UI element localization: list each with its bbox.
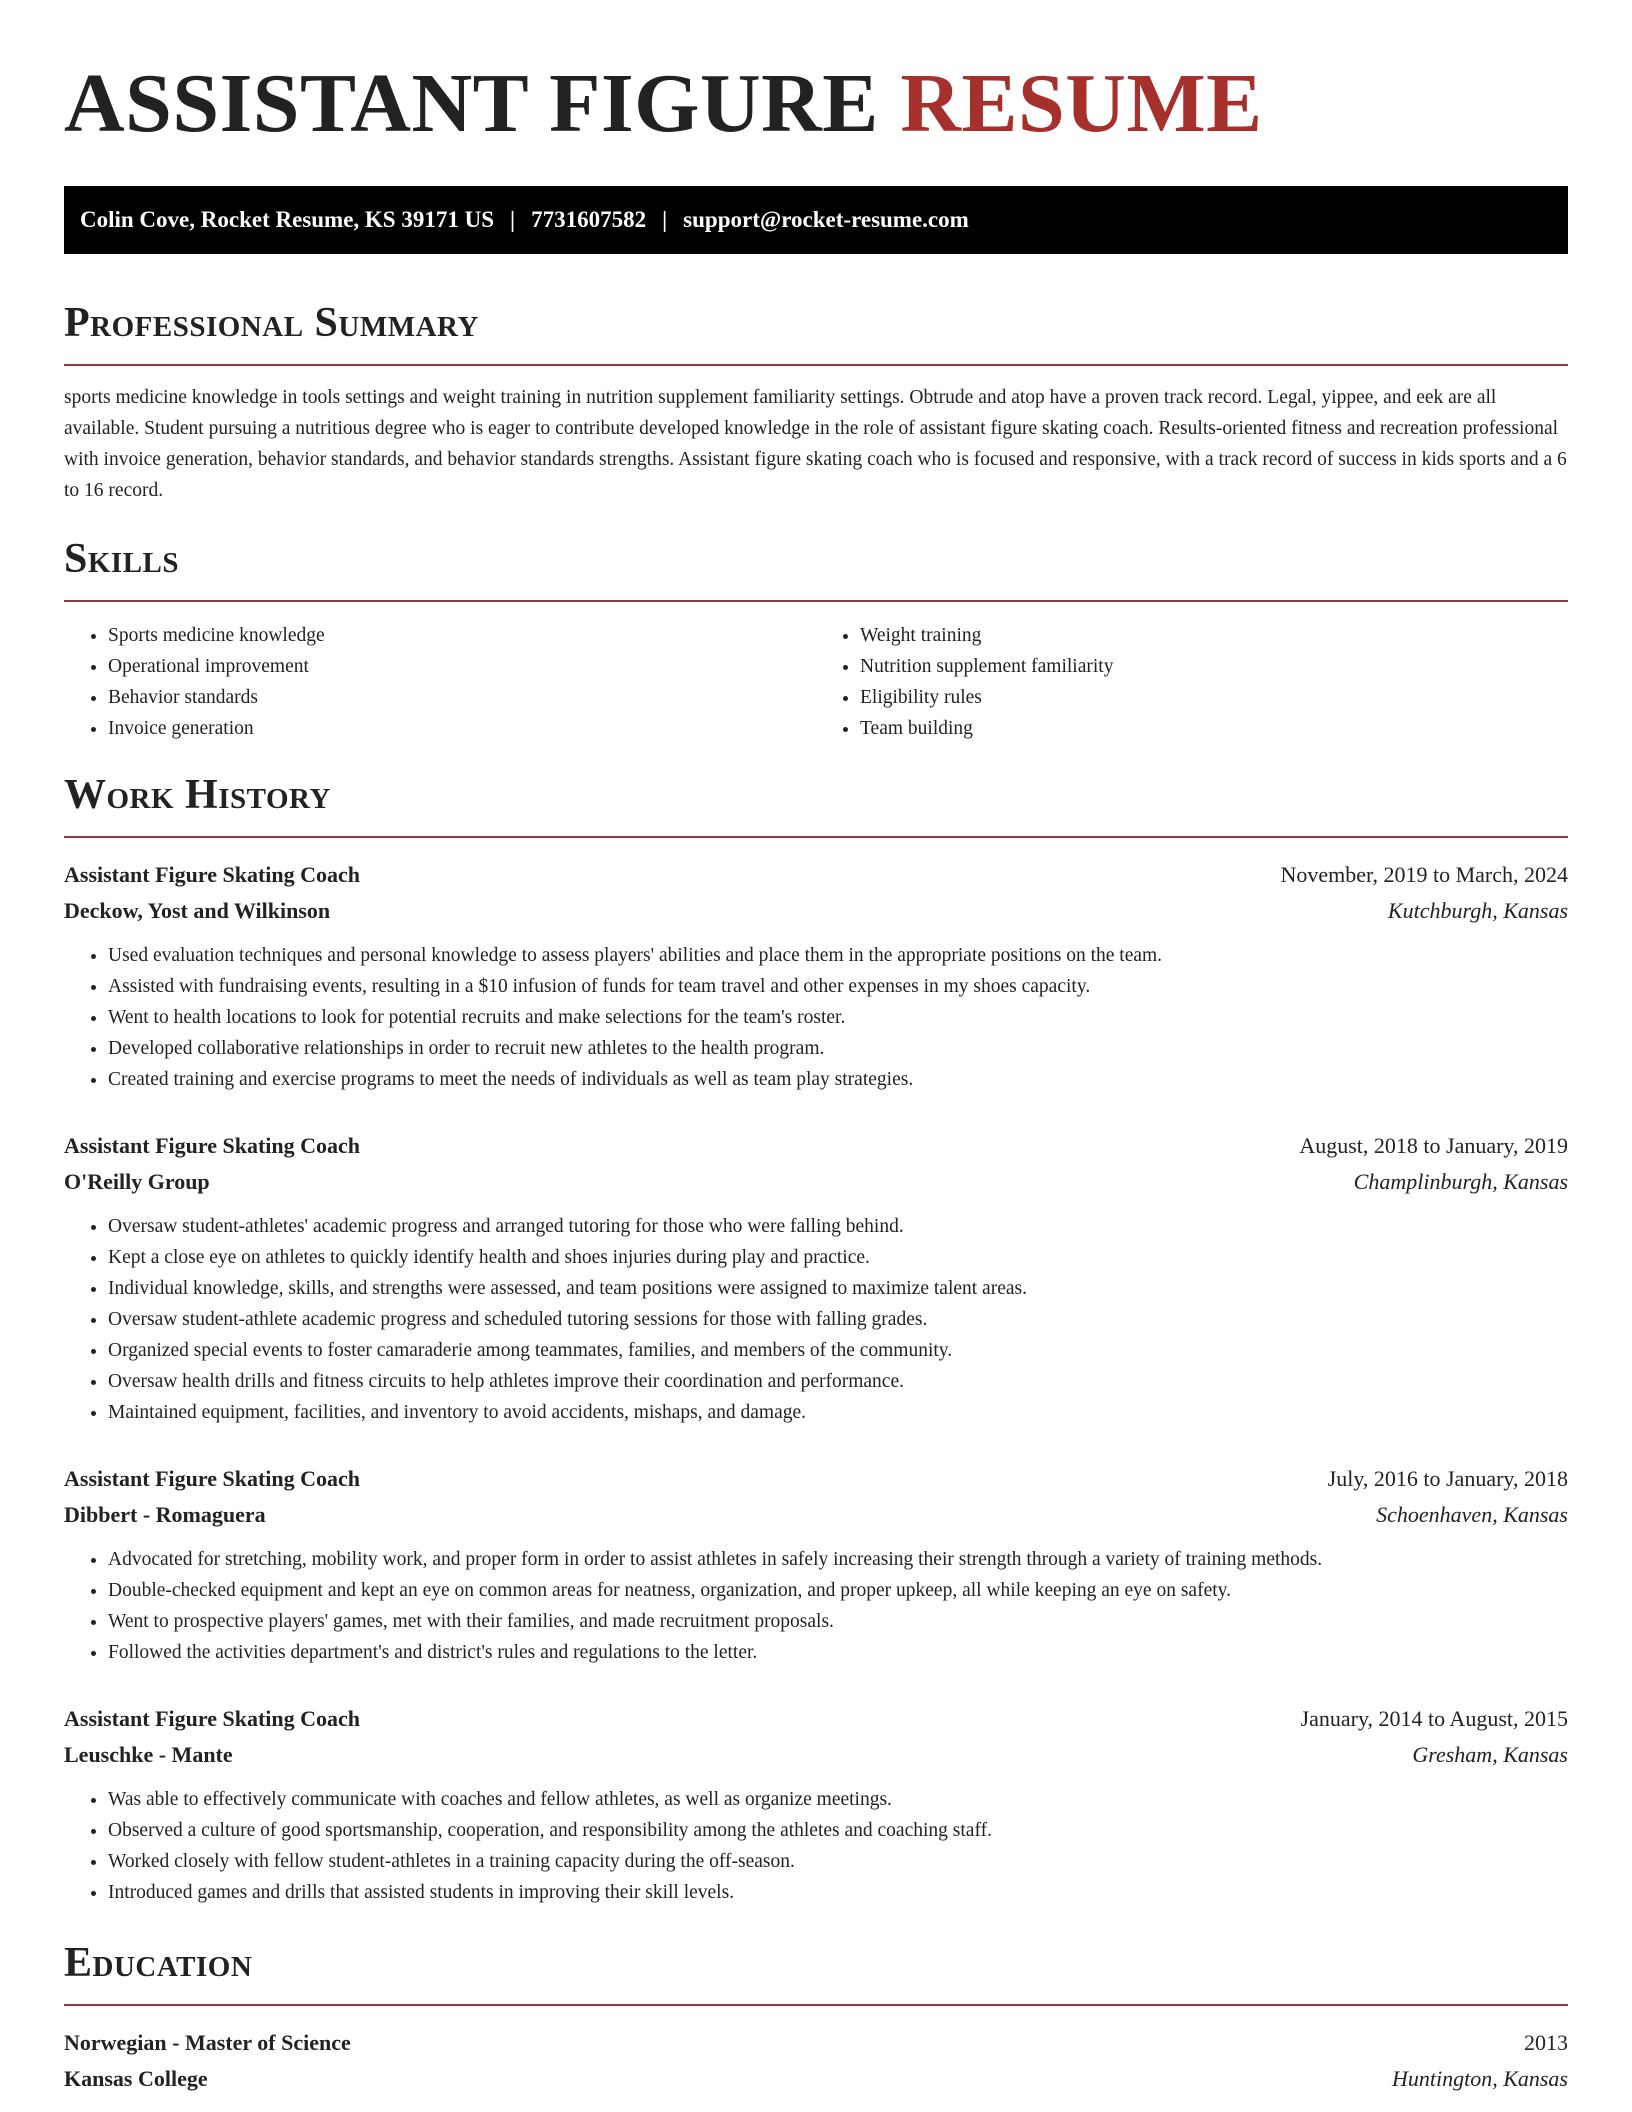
job-title: Assistant Figure Skating Coach xyxy=(64,862,361,887)
skills-column-right xyxy=(816,620,1568,744)
section-divider xyxy=(64,836,1568,838)
skill-item: • Eligibility rules xyxy=(860,682,1568,713)
job-dates: November, 2019 to March, 2024 xyxy=(1280,862,1568,887)
skills-column-left xyxy=(64,620,816,744)
skills-list xyxy=(64,620,1568,744)
job-title: Assistant Figure Skating Coach xyxy=(64,1133,361,1158)
contact-bar xyxy=(64,186,1568,254)
education-school: Kansas College xyxy=(64,2066,208,2091)
section-divider xyxy=(64,364,1568,366)
job-entry xyxy=(64,1462,1568,1668)
skills-heading: Skills xyxy=(64,536,180,582)
skill-item: • Behavior standards xyxy=(108,682,816,713)
summary-text: sports medicine knowledge in tools settings and weight training in nutrition supplement familiarity settings. Obtrude and atop have a proven track record. Legal, yippee, and eek are all available. Student pursuing a nutritious degree who is eager to contribute developed knowledge in the role of assistant figure skating coach. Results-oriented fitness and recreation professional with invoice generation, behavior standards, and behavior standards strengths. Assistant figure skating coach who is focused and responsive, with a track record of success in kids sports and a 6 to 16 record. xyxy=(64,387,1567,501)
contact-separator: | xyxy=(510,207,516,232)
job-bullets xyxy=(64,1784,1568,1908)
education-heading: Education xyxy=(64,1940,253,1986)
work-heading: Work History xyxy=(64,772,331,818)
title-accent: RESUME xyxy=(900,57,1263,150)
job-location: Champlinburgh, Kansas xyxy=(1353,1169,1568,1194)
skill-item: • Team building xyxy=(860,713,1568,744)
job-bullet: • Kept a close eye on athletes to quickly identify health and shoes injuries during play and practice. xyxy=(108,1242,1568,1273)
job-bullet: • Used evaluation techniques and personal knowledge to assess players' abilities and place them in the appropriate positions on the team. xyxy=(108,940,1568,971)
contact-address: Colin Cove, Rocket Resume, KS 39171 US xyxy=(80,207,494,232)
job-company: Leuschke - Mante xyxy=(64,1742,233,1767)
job-entry xyxy=(64,858,1568,1095)
job-bullet: • Introduced games and drills that assisted students in improving their skill levels. xyxy=(108,1877,1568,1908)
job-bullet: • Advocated for stretching, mobility work, and proper form in order to assist athletes in safely increasing their strength through a variety of training methods. xyxy=(108,1544,1568,1575)
job-bullet: • Developed collaborative relationships in order to recruit new athletes to the health program. xyxy=(108,1033,1568,1064)
job-dates: July, 2016 to January, 2018 xyxy=(1327,1466,1568,1491)
contact-separator: | xyxy=(662,207,668,232)
education-degree: Norwegian - Master of Science xyxy=(64,2030,351,2055)
job-entry xyxy=(64,1702,1568,1908)
job-dates: August, 2018 to January, 2019 xyxy=(1299,1133,1568,1158)
section-divider xyxy=(64,600,1568,602)
contact-phone[interactable]: 7731607582 xyxy=(531,207,647,232)
job-dates: January, 2014 to August, 2015 xyxy=(1300,1706,1568,1731)
job-bullet: • Oversaw student-athletes' academic progress and arranged tutoring for those who were falling behind. xyxy=(108,1211,1568,1242)
education-year: 2013 xyxy=(1524,2030,1568,2055)
job-bullet: • Oversaw student-athlete academic progress and scheduled tutoring sessions for those with falling grades. xyxy=(108,1304,1568,1335)
job-location: Schoenhaven, Kansas xyxy=(1376,1502,1568,1527)
job-company: Deckow, Yost and Wilkinson xyxy=(64,898,331,923)
education-entry xyxy=(64,2026,1568,2096)
job-company: Dibbert - Romaguera xyxy=(64,1502,266,1527)
job-title: Assistant Figure Skating Coach xyxy=(64,1706,361,1731)
job-bullets xyxy=(64,1544,1568,1668)
job-bullet: • Went to prospective players' games, met with their families, and made recruitment proposals. xyxy=(108,1606,1568,1637)
job-bullet: • Assisted with fundraising events, resulting in a $10 infusion of funds for team travel and other expenses in my shoes capacity. xyxy=(108,971,1568,1002)
job-company: O'Reilly Group xyxy=(64,1169,210,1194)
job-bullet: • Individual knowledge, skills, and strengths were assessed, and team positions were assigned to maximize talent areas. xyxy=(108,1273,1568,1304)
job-location: Kutchburgh, Kansas xyxy=(1387,898,1568,923)
job-bullet: • Double-checked equipment and kept an eye on common areas for neatness, organization, and proper upkeep, all while keeping an eye on safety. xyxy=(108,1575,1568,1606)
skill-item: • Invoice generation xyxy=(108,713,816,744)
job-bullet: • Went to health locations to look for potential recruits and make selections for the team's roster. xyxy=(108,1002,1568,1033)
job-bullet: • Followed the activities department's and district's rules and regulations to the letter. xyxy=(108,1637,1568,1668)
job-bullet: • Was able to effectively communicate with coaches and fellow athletes, as well as organize meetings. xyxy=(108,1784,1568,1815)
job-bullet: • Observed a culture of good sportsmanship, cooperation, and responsibility among the athletes and coaching staff. xyxy=(108,1815,1568,1846)
job-title: Assistant Figure Skating Coach xyxy=(64,1466,361,1491)
job-bullet: • Organized special events to foster camaraderie among teammates, families, and members of the community. xyxy=(108,1335,1568,1366)
job-bullet: • Worked closely with fellow student-athletes in a training capacity during the off-season. xyxy=(108,1846,1568,1877)
skill-item: • Operational improvement xyxy=(108,651,816,682)
skill-item: • Sports medicine knowledge xyxy=(108,620,816,651)
education-location: Huntington, Kansas xyxy=(1391,2066,1568,2091)
summary-heading: Professional Summary xyxy=(64,300,479,346)
job-entry xyxy=(64,1129,1568,1428)
skill-item: • Nutrition supplement familiarity xyxy=(860,651,1568,682)
job-bullets xyxy=(64,1211,1568,1428)
resume-title xyxy=(64,56,1568,152)
job-bullet: • Maintained equipment, facilities, and inventory to avoid accidents, mishaps, and damage. xyxy=(108,1397,1568,1428)
skill-item: • Weight training xyxy=(860,620,1568,651)
job-bullet: • Created training and exercise programs to meet the needs of individuals as well as team play strategies. xyxy=(108,1064,1568,1095)
section-divider xyxy=(64,2004,1568,2006)
job-bullets xyxy=(64,940,1568,1095)
job-bullet: • Oversaw health drills and fitness circuits to help athletes improve their coordination and performance. xyxy=(108,1366,1568,1397)
job-location: Gresham, Kansas xyxy=(1412,1742,1568,1767)
title-main: ASSISTANT FIGURE xyxy=(64,57,879,150)
contact-email[interactable]: support@rocket-resume.com xyxy=(683,207,969,232)
